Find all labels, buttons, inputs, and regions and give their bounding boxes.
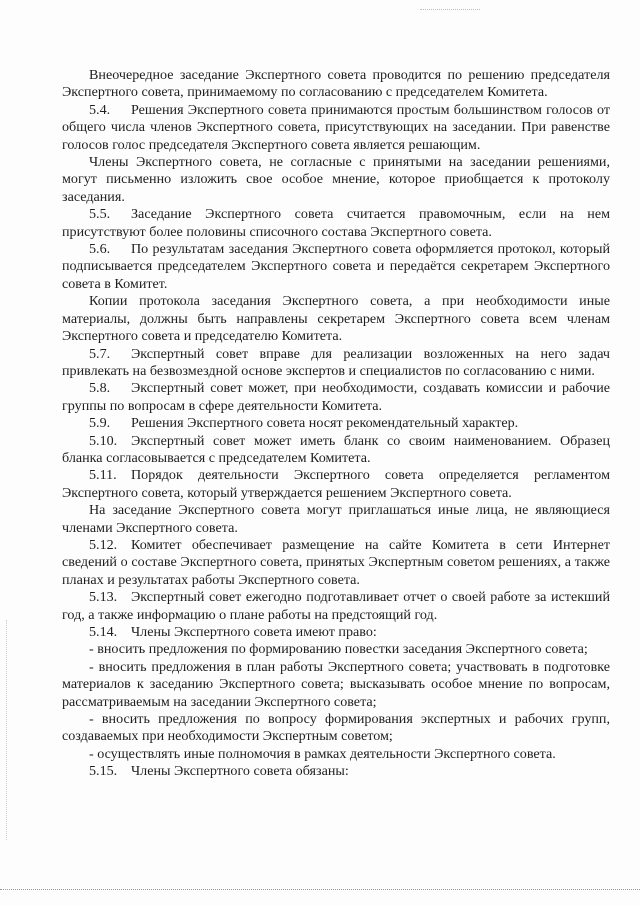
paragraph (62, 624, 610, 641)
paragraph-text: Экспертный совет может, при необходимости, создавать комиссии и рабочие группы по вопросам в сфере деятельности Комитета. (62, 380, 610, 414)
paragraph-text: Члены Экспертного совета, не согласные с принятыми на заседании решениями, могут письменно изложить свое особое мнение, которое приобщается к протоколу заседания. (62, 154, 610, 205)
paragraph-text: По результатам заседания Экспертного совета оформляется протокол, который подписывается председателем Экспертного совета и передаётся секретарем Экспертного совета в Комитет. (62, 241, 610, 292)
clause-number: 5.14. (89, 624, 118, 640)
paragraph (62, 102, 610, 154)
list-item (62, 711, 610, 746)
clause-number: 5.13. (89, 589, 118, 606)
clause-number: 5.6. (89, 241, 111, 258)
paragraph-text: - вносить предложения по вопросу формирования экспертных и рабочих групп, создаваемых при необходимости Экспертным советом; (62, 711, 610, 745)
paragraph-text: Экспертный совет может иметь бланк со своим наименованием. Образец бланка согласовывается с председателем Комитета. (62, 432, 610, 466)
paragraph (62, 589, 610, 624)
paragraph-text: - вносить предложения по формированию повестки заседания Экспертного совета; (89, 641, 588, 658)
paragraph (62, 67, 610, 102)
paragraph-text: Порядок деятельности Экспертного совета определяется регламентом Экспертного совета, который утверждается решением Экспертного совета. (62, 467, 610, 501)
paragraph-text: - осуществлять иные полномочия в рамках деятельности Экспертного совета. (89, 745, 556, 762)
paragraph (62, 415, 610, 432)
paragraph (62, 206, 610, 241)
paragraph (62, 433, 610, 468)
paragraph-text: Решения Экспертного совета принимаются простым большинством голосов от общего числа членов Экспертного совета, присутствующих на заседании. При равенстве голосов голос председателя Экспертного совета является решающим. (62, 101, 610, 153)
clause-number: 5.12. (89, 536, 118, 553)
list-item (62, 641, 610, 658)
scan-artifact-bottom-edge (0, 889, 640, 891)
clause-number: 5.15. (89, 763, 118, 780)
paragraph (62, 154, 610, 206)
scan-artifact-left-edge (6, 620, 8, 840)
paragraph (62, 241, 610, 293)
paragraph-text: Решения Экспертного совета носят рекомендательный характер. (131, 415, 519, 432)
paragraph (62, 293, 610, 345)
paragraph-text: Комитет обеспечивает размещение на сайте Комитета в сети Интернет сведений о составе Экспертного совета, принятых Экспертным советом решениях, а также планах и результатах работы Экспертного совета. (62, 536, 610, 588)
scan-artifact-top (420, 9, 480, 11)
clause-number: 5.4. (89, 101, 111, 118)
paragraph-text: Члены Экспертного совета имеют право: (131, 624, 377, 640)
clause-number: 5.5. (89, 206, 111, 223)
paragraph (62, 763, 610, 780)
paragraph (62, 346, 610, 381)
clause-number: 5.8. (89, 380, 111, 397)
paragraph-text: Экспертный совет ежегодно подготавливает отчет о своей работе за истекший год, а также информацию о плане работы на предстоящий год. (62, 589, 610, 623)
paragraph-text: Члены Экспертного совета обязаны: (131, 763, 349, 780)
paragraph (62, 467, 610, 502)
paragraph (62, 380, 610, 415)
clause-number: 5.7. (89, 345, 111, 362)
paragraph-text: Внеочередное заседание Экспертного совета проводится по решению председателя Экспертного совета, принимаемому по согласованию с председателем Комитета. (62, 67, 610, 101)
paragraph-text: Экспертный совет вправе для реализации возложенных на него задач привлекать на безвозмездной основе экспертов и специалистов по согласованию с ними. (62, 345, 610, 379)
list-item (62, 746, 610, 763)
paragraph-text: Заседание Экспертного совета считается правомочным, если на нем присутствуют более половины списочного состава Экспертного совета. (62, 206, 610, 240)
paragraph-text: На заседание Экспертного совета могут приглашаться иные лица, не являющиеся членами Экспертного совета. (62, 502, 610, 536)
list-item (62, 659, 610, 711)
clause-number: 5.10. (89, 432, 118, 449)
document-body (62, 67, 610, 781)
clause-number: 5.11. (89, 467, 117, 484)
paragraph-text: Копии протокола заседания Экспертного совета, а при необходимости иные материалы, должны быть направлены секретарем Экспертного совета всем членам Экспертного совета и председателю Комитета. (62, 293, 610, 345)
clause-number: 5.9. (89, 415, 111, 432)
paragraph-text: - вносить предложения в план работы Экспертного совета; участвовать в подготовке материалов к заседанию Экспертного совета; высказывать особое мнение по вопросам, рассматриваемым на заседании Экспертного совета; (62, 658, 610, 710)
paragraph (62, 537, 610, 589)
paragraph (62, 502, 610, 537)
